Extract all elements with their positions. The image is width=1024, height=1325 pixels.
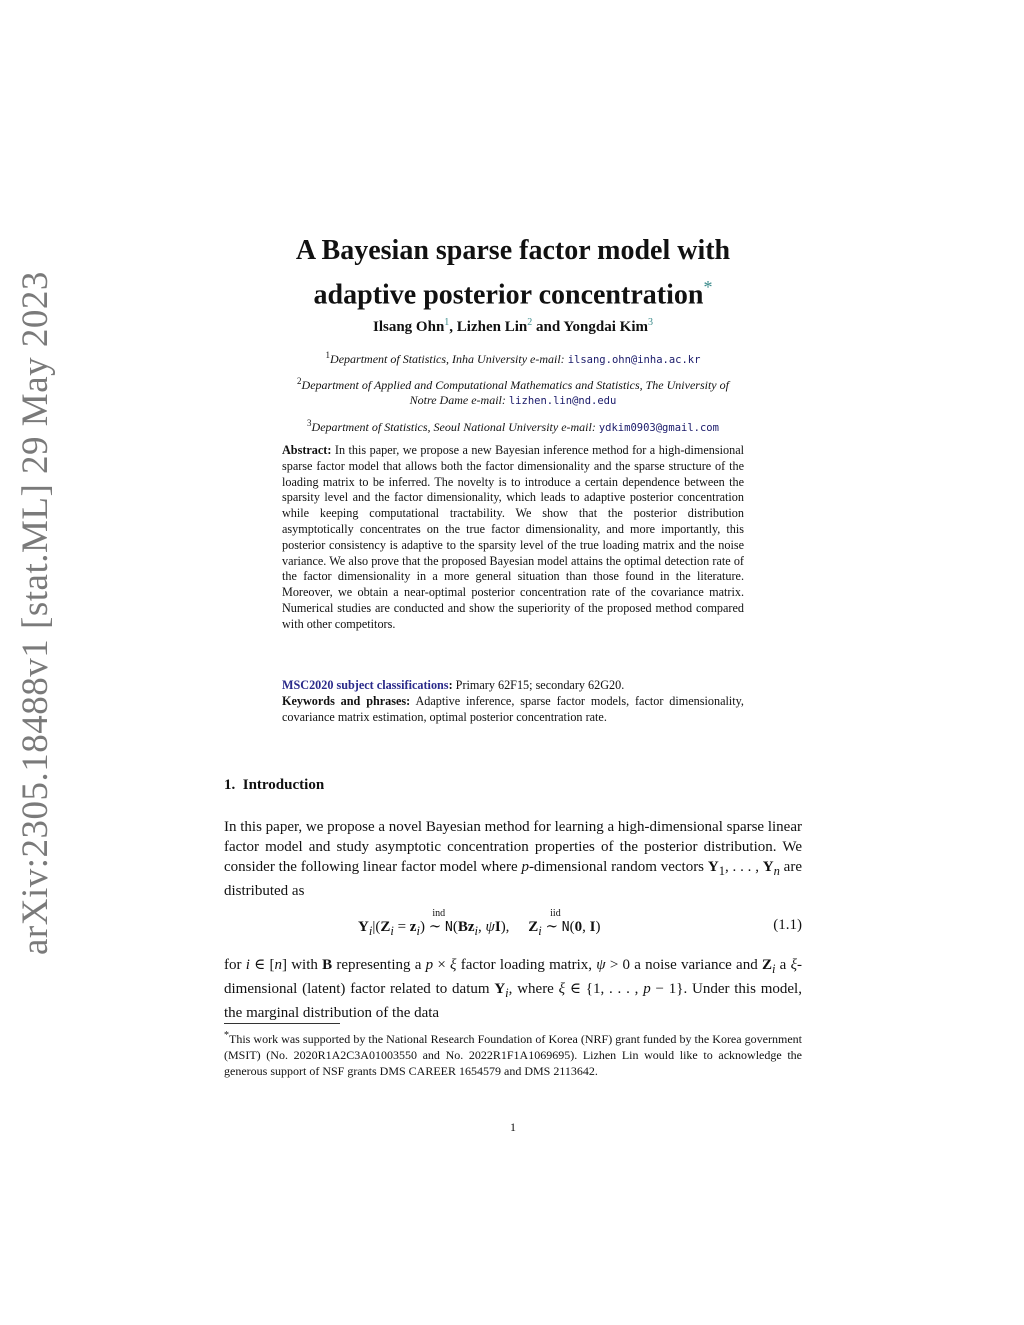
footnote <box>224 1028 802 1079</box>
arxiv-stamp: arXiv:2305.18488v1 [stat.ML] 29 May 2023 <box>15 271 56 955</box>
intro-paragraph-1: In this paper, we propose a novel Bayesian method for learning a high-dimensional sparse linear factor model and study asymptotic concentration properties of the posterior distribution. We consider the following linear factor model where p-dimensional random vectors $Y_1$, . . . , $Y_n$ are distributed as <box>224 819 802 899</box>
email-link[interactable]: ydkim0903@gmail.com <box>598 422 719 434</box>
abstract-label: Abstract: <box>282 443 332 457</box>
email-link[interactable]: ilsang.ohn@inha.ac.kr <box>567 354 701 366</box>
footnote-text: This work was supported by the National Research Foundation of Korea (NRF) grant funded by the Korea government (MSIT) (No. 2020R1A2C3A01003550 and No. 2022R1F1A1069695). Lizhen Lin would like to acknowledge the generous support of NSF grants DMS CAREER 1654579 and DMS 2113642. <box>224 1032 802 1078</box>
author-affil-mark[interactable]: 3 <box>647 317 653 328</box>
paper-title <box>224 232 802 313</box>
email-link[interactable]: lizhen.lin@nd.edu <box>508 395 617 407</box>
title-footnote-mark[interactable]: * <box>703 277 713 297</box>
author-affil-mark[interactable]: 1 <box>444 317 450 328</box>
author-name: Ilsang Ohn <box>373 319 445 335</box>
abstract-text: In this paper, we propose a new Bayesian inference method for a high-dimensional sparse factor model that allows both the factor dimensionality and the sparse structure of the loading matrix to be inferred. The novelty is to introduce a certain dependence between the sparsity level and the factor dimensionality, which leads to adaptive posterior concentration while keeping computational tractability. We show that the posterior distribution asymptotically concentrates on the true factor dimensionality, and more importantly, this posterior consistency is adaptive to the sparsity level of the true loading matrix and the noise variance. We also prove that the proposed Bayesian model attains the optimal detection rate of the factor dimensionality in a more general situation than those found in the literature. Moreover, we obtain a near-optimal posterior concentration rate of the covariance matrix. Numerical studies are conducted and show the superiority of the proposed method compared with other competitors. <box>282 443 744 631</box>
keywords-text: Adaptive inference, sparse factor models, factor dimensionality, covariance matrix estimation, optimal posterior concentration rate. <box>282 693 744 724</box>
section-heading-introduction: 1. Introduction <box>224 777 325 793</box>
abstract <box>282 443 744 633</box>
footnote-mark: * <box>224 1030 229 1041</box>
title-line-1: A Bayesian sparse factor model with <box>295 235 731 266</box>
author-list: Ilsang Ohn$^1$, Lizhen Lin$^2$ and Yongdai Kim$^3$ <box>373 317 653 335</box>
affiliation-1: $^1$Department of Statistics, Inha University e-mail: ilsang.ohn@inha.ac.kr <box>325 350 701 366</box>
msc-link[interactable]: MSC2020 subject classifications <box>282 678 449 692</box>
author-name: Yongdai Kim <box>563 319 648 335</box>
author-name: Lizhen Lin <box>456 319 528 335</box>
equation-1-1 <box>224 908 802 939</box>
affiliation-3: $^3$Department of Statistics, Seoul National University e-mail: ydkim0903@gmail.com <box>307 418 719 434</box>
author-affil-mark[interactable]: 2 <box>527 317 533 328</box>
footnote-rule <box>224 1023 340 1024</box>
keywords-label: Keywords and phrases: <box>282 693 411 708</box>
page-number: 1 <box>510 1120 516 1134</box>
equation-number[interactable]: (1.1) <box>773 917 802 933</box>
classifications: MSC2020 subject classifications: Primary 62F15; secondary 62G20. Keywords and phrases: Adaptive inference, sparse factor models, factor dimensionality, covariance matrix estimation, optimal posterior concentration rate. <box>282 678 744 724</box>
intro-paragraph-2: for i ∈ [n] with B representing a p × ξ factor loading matrix, ψ > 0 a noise variance and $Z_i$ a ξ-dimensional (latent) factor related to datum $Y_i$, where ξ ∈ {1, . . . , p − 1}. Under this model, the marginal distribution of the data <box>224 957 802 1021</box>
equation-body: $Y_i|(Z_i = z_i)$ ind ∼ $N(Bz_i$, ψI), $Z_i$ iid ∼ N(0, I) <box>358 908 601 938</box>
affiliation-2: $^2$Department of Applied and Computational Mathematics and Statistics, The University of Notre Dame e-mail: lizhen.lin@nd.edu <box>297 376 729 407</box>
title-line-2: adaptive posterior concentration <box>313 279 704 311</box>
